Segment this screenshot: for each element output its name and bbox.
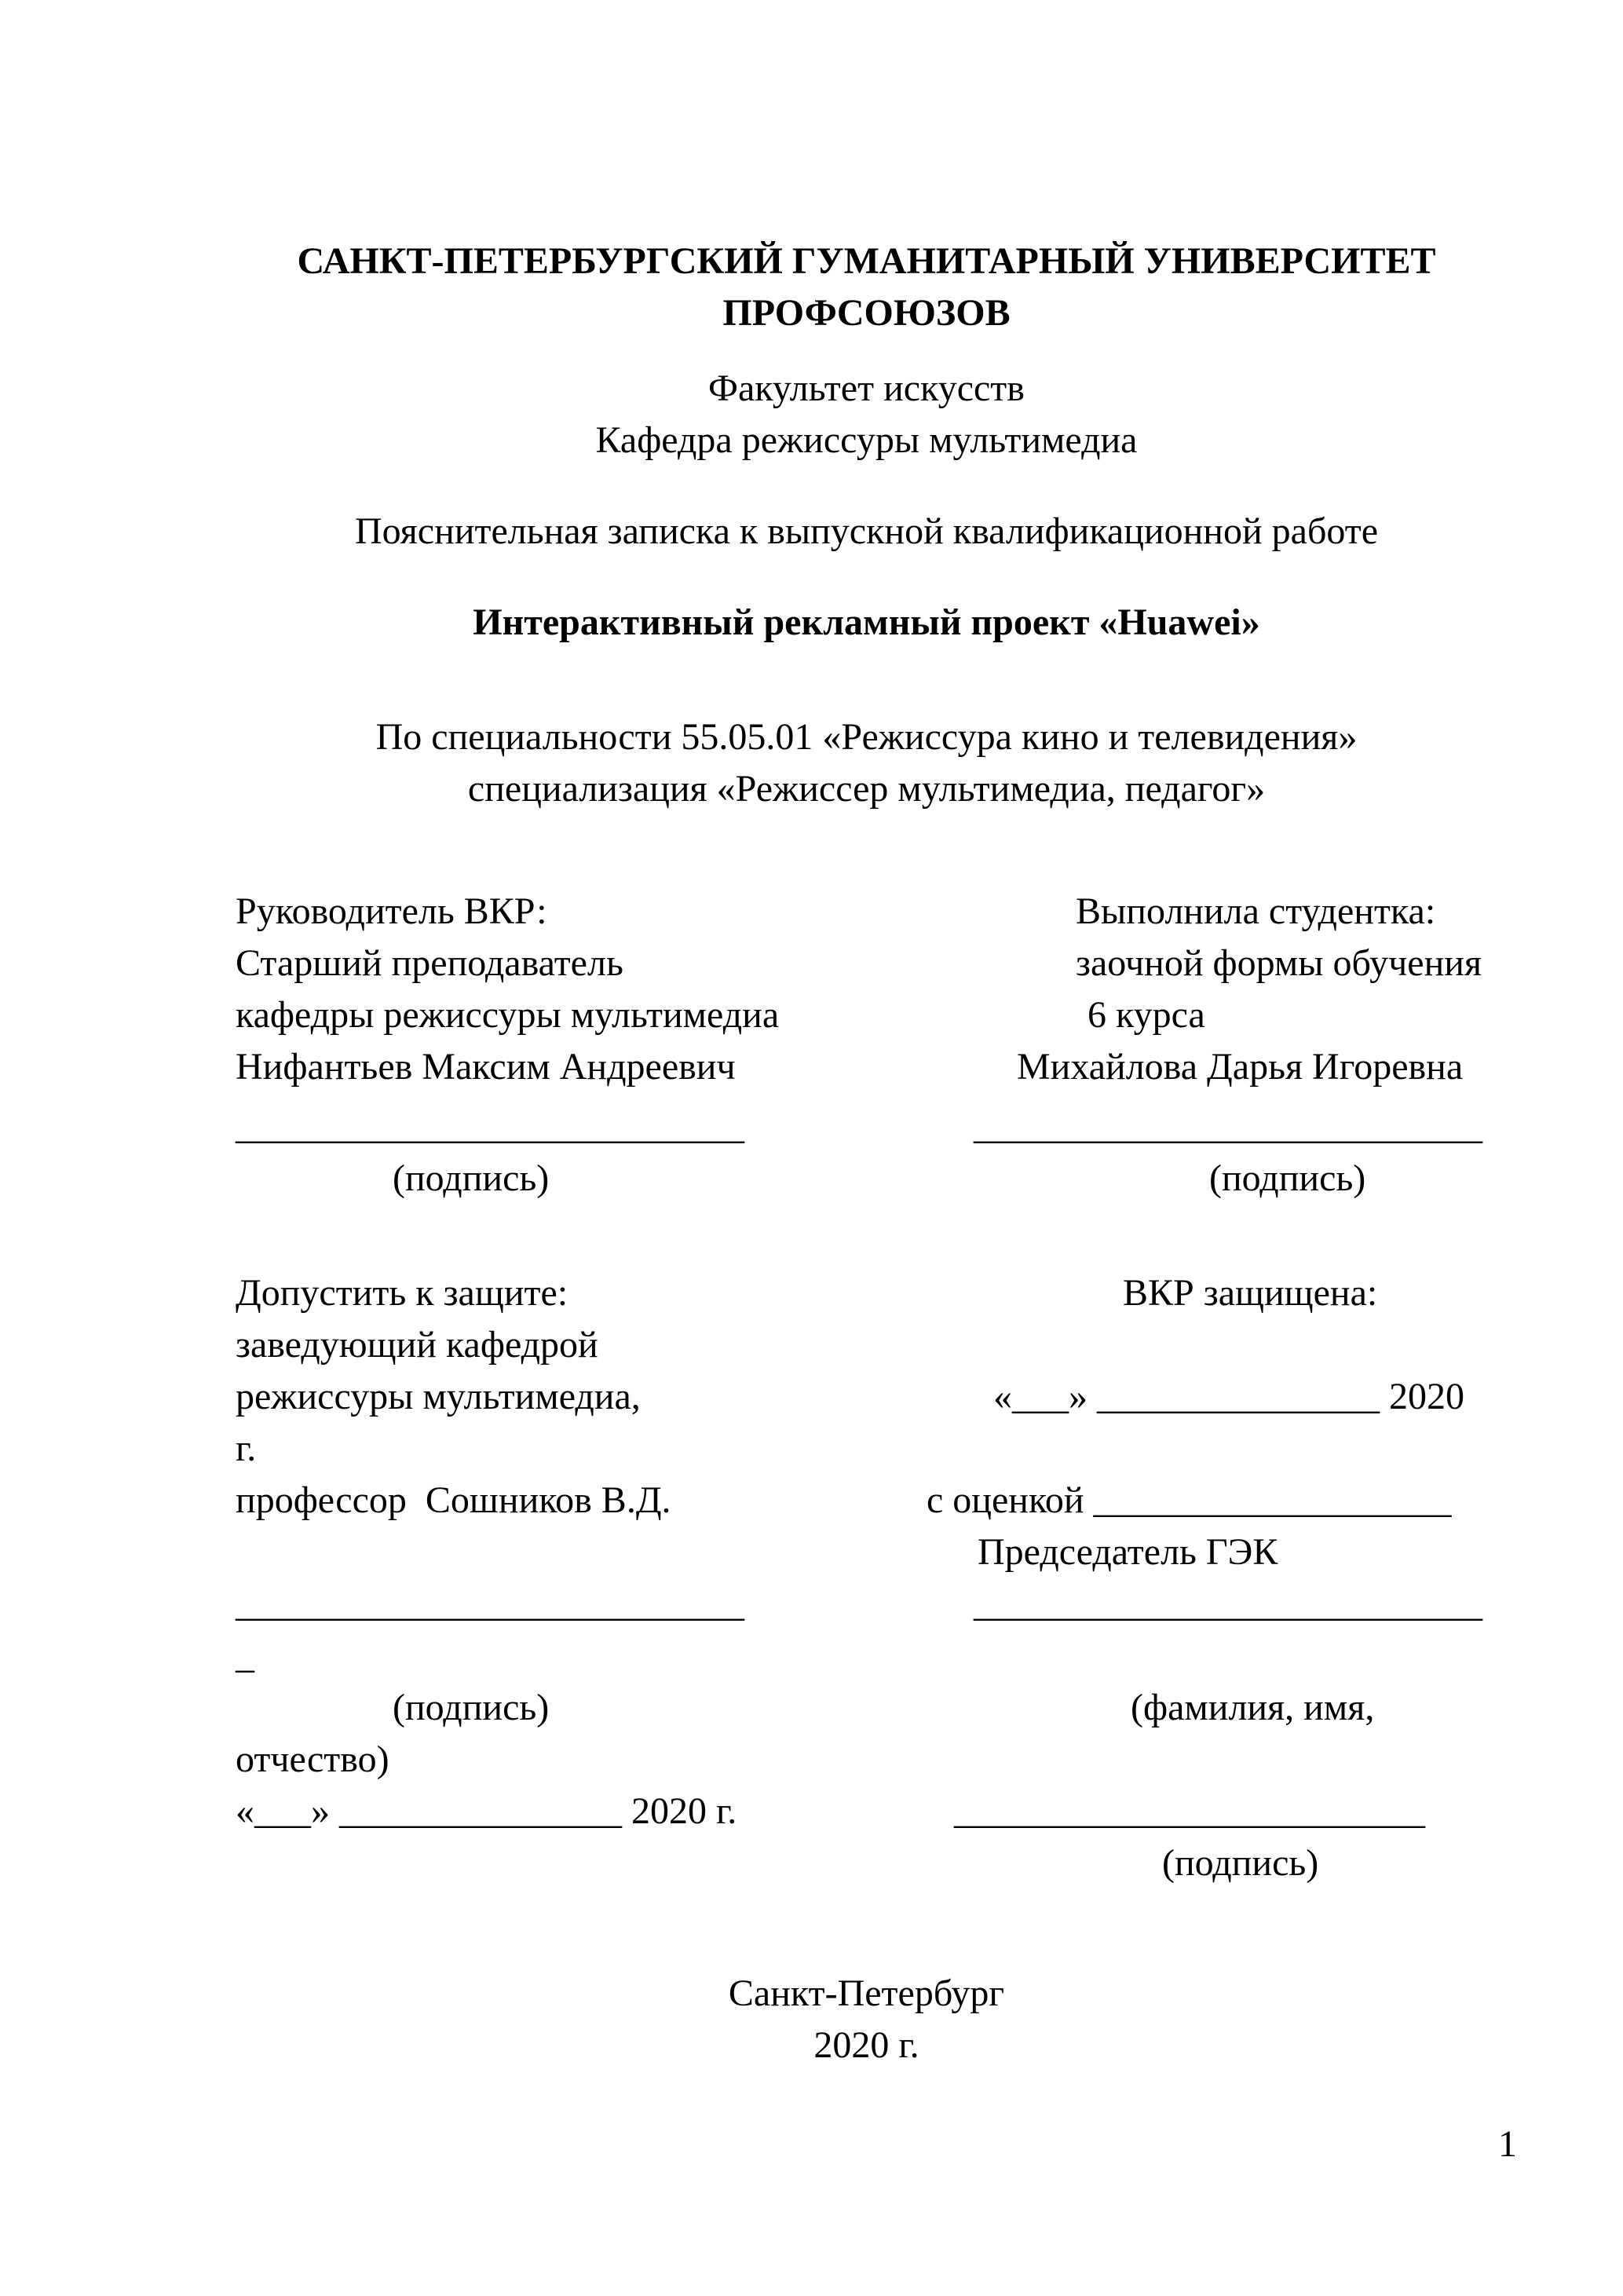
grade-line: с оценкой ___________________ bbox=[927, 1479, 1452, 1521]
page-number: 1 bbox=[1498, 2123, 1517, 2165]
admit-line4: профессор Сошников В.Д. bbox=[236, 1479, 671, 1521]
footer-city: Санкт-Петербург bbox=[728, 1972, 1005, 2014]
admit-date-line: «___» _______________ 2020 г. bbox=[236, 1790, 737, 1832]
defense-row bbox=[236, 1682, 1497, 1734]
chair-name-caption: (фамилия, имя, bbox=[1131, 1687, 1375, 1728]
footer-year: 2020 г. bbox=[813, 2024, 919, 2066]
spacer bbox=[236, 1205, 1497, 1267]
supervisor-heading: Руководитель ВКР: bbox=[236, 890, 547, 932]
university-title-line2: ПРОФСОЮЗОВ bbox=[722, 292, 1011, 334]
supervisor-position-line1: Старший преподаватель bbox=[236, 942, 623, 984]
empty-cell bbox=[927, 1734, 1497, 1786]
student-signature-line: ___________________________ bbox=[974, 1106, 1482, 1147]
defense-row bbox=[236, 1630, 1497, 1682]
student-signature-caption: (подпись) bbox=[1209, 1157, 1366, 1199]
student-name: Михайлова Дарья Игоревна bbox=[1017, 1046, 1464, 1088]
defense-row bbox=[236, 1526, 1497, 1578]
faculty-line: Факультет искусств bbox=[708, 367, 1025, 409]
student-detail-line1: заочной формы обучения bbox=[1076, 942, 1482, 984]
supervisor-signature-line: ___________________________ bbox=[236, 1106, 744, 1147]
chair-signature-line: _________________________ bbox=[954, 1790, 1425, 1832]
empty-cell bbox=[236, 1526, 927, 1578]
admit-signature-caption: (подпись) bbox=[393, 1687, 550, 1728]
defense-row bbox=[236, 1423, 1497, 1475]
empty-cell bbox=[927, 1423, 1497, 1475]
specialty-line2: специализация «Режиссер мультимедиа, педагог» bbox=[467, 768, 1266, 810]
spacer bbox=[236, 558, 1497, 597]
admit-caption-wrap: отчество) bbox=[236, 1738, 389, 1780]
spacer bbox=[236, 649, 1497, 711]
chair-line: Председатель ГЭК bbox=[978, 1531, 1278, 1573]
supervisor-name: Нифантьев Максим Андреевич bbox=[236, 1046, 736, 1088]
spacer bbox=[236, 339, 1497, 363]
spacer bbox=[236, 466, 1497, 506]
defense-row bbox=[236, 1371, 1497, 1423]
defense-row bbox=[236, 1786, 1497, 1837]
chair-name-line: ___________________________ bbox=[974, 1583, 1482, 1625]
spacer bbox=[236, 1889, 1497, 1968]
chair-signature-caption: (подпись) bbox=[1162, 1842, 1319, 1884]
defense-row bbox=[236, 1837, 1497, 1889]
signature-captions-row bbox=[236, 1153, 1497, 1205]
defended-heading: ВКР защищена: bbox=[1123, 1272, 1378, 1314]
defense-row bbox=[236, 1578, 1497, 1630]
empty-cell bbox=[927, 1630, 1497, 1682]
spacer bbox=[236, 815, 1497, 886]
university-title-line1: САНКТ-ПЕТЕРБУРГСКИЙ ГУМАНИТАРНЫЙ УНИВЕРСИТЕТ bbox=[297, 240, 1436, 282]
project-title: Интерактивный рекламный проект «Huawei» bbox=[473, 601, 1260, 643]
defense-row bbox=[236, 1475, 1497, 1526]
supervisor-student-row bbox=[236, 1041, 1497, 1093]
supervisor-student-row bbox=[236, 938, 1497, 989]
defense-row bbox=[236, 1267, 1497, 1319]
supervisor-signature-caption: (подпись) bbox=[393, 1157, 550, 1199]
defense-date-line: «___» _______________ 2020 bbox=[993, 1376, 1464, 1417]
empty-cell bbox=[236, 1837, 927, 1889]
supervisor-student-row bbox=[236, 886, 1497, 938]
signature-lines-row bbox=[236, 1101, 1497, 1153]
student-heading: Выполнила студентка: bbox=[1076, 890, 1436, 932]
admit-line3: г. bbox=[236, 1428, 257, 1469]
doc-type-line: Пояснительная записка к выпускной квалификационной работе bbox=[354, 510, 1379, 552]
supervisor-student-row bbox=[236, 989, 1497, 1041]
admit-signature-line: ___________________________ bbox=[236, 1583, 744, 1625]
admit-line1: заведующий кафедрой bbox=[236, 1324, 598, 1366]
admit-line2: режиссуры мультимедиа, bbox=[236, 1376, 641, 1417]
supervisor-position-line2: кафедры режиссуры мультимедиа bbox=[236, 994, 780, 1036]
admit-heading: Допустить к защите: bbox=[236, 1272, 568, 1314]
specialty-line1: По специальности 55.05.01 «Режиссура кино и телевидения» bbox=[375, 716, 1358, 758]
defense-row bbox=[236, 1734, 1497, 1786]
empty-cell bbox=[927, 1319, 1497, 1371]
defense-row bbox=[236, 1319, 1497, 1371]
student-detail-line2: 6 курса bbox=[1087, 994, 1205, 1036]
admit-signature-line-wrap: _ bbox=[236, 1635, 254, 1676]
spacer bbox=[236, 1093, 1497, 1101]
department-line: Кафедра режиссуры мультимедиа bbox=[595, 419, 1138, 461]
